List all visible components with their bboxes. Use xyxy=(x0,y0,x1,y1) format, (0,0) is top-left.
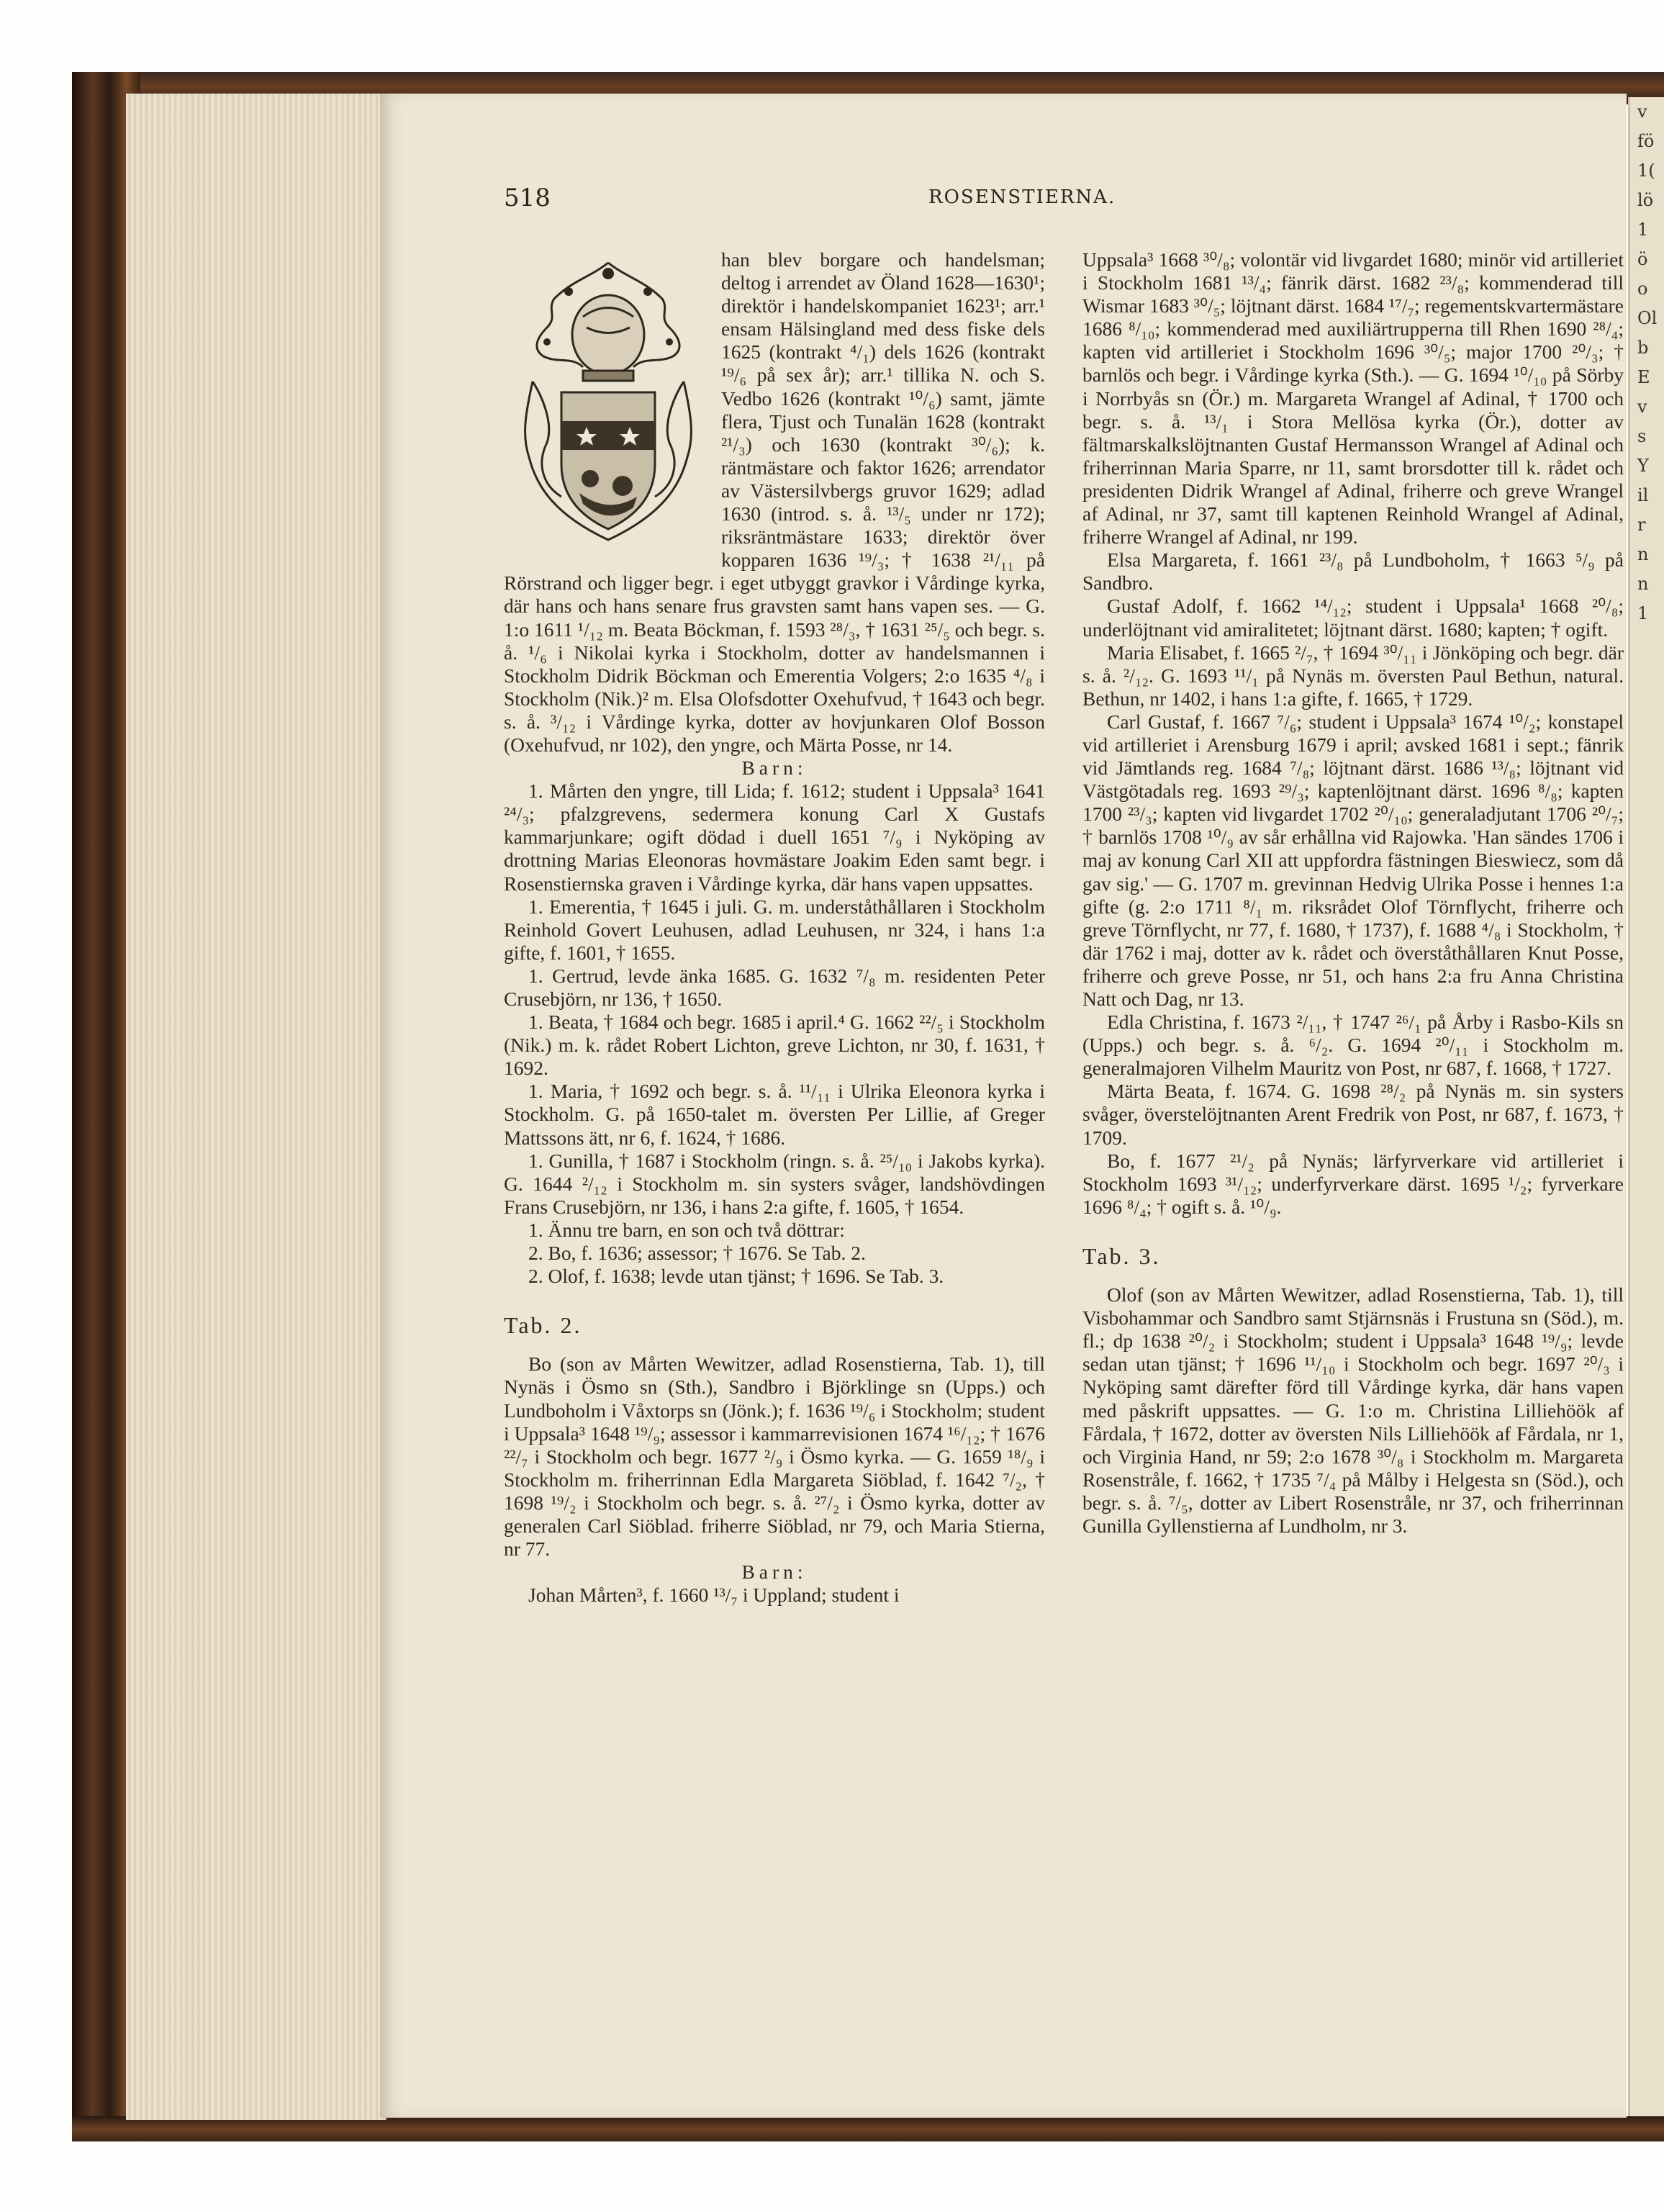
facing-page-fragment: b xyxy=(1637,338,1649,358)
facing-page-fragment: 1 xyxy=(1637,220,1649,240)
child-entry: 1. Beata, † 1684 och begr. 1685 i april.⁴ G. 1662 ²²/₅ i Stockholm (Nik.) m. k. rådet Robert Lichton, greve Lichton, nr 30, f. 1631, † 1692. xyxy=(504,1011,1045,1080)
coat-of-arms-illustration xyxy=(504,248,713,551)
tab2-last-line: Johan Mårten³, f. 1660 ¹³/₇ i Uppland; student i xyxy=(528,1584,900,1607)
facing-page-fragment: r xyxy=(1637,515,1646,535)
facing-page-fragment: lö xyxy=(1637,190,1654,210)
child-entry: 2. Olof, f. 1638; levde utan tjänst; † 1696. Se Tab. 3. xyxy=(528,1265,944,1288)
facing-page-fragment: n xyxy=(1637,544,1649,564)
child-entry: 2. Bo, f. 1636; assessor; † 1676. Se Tab. 2. xyxy=(528,1242,866,1265)
child-entry: 1. Gunilla, † 1687 i Stockholm (ringn. s. å. ²⁵/₁₀ i Jakobs kyrka). G. 1644 ²/₁₂ i Stockholm m. sin systers svåger, landshövdingen Frans Crusebjörn, nr 136, i hans 2:a gifte, f. 1605, † 1654. xyxy=(504,1149,1045,1218)
intro-paragraph: han blev borgare och handelsman; deltog i arrendet av Öland 1628—1630¹; direktör i handelskompaniet 1623¹; arr.¹ ensam Hälsingland med dess fiske dels 1625 (kontrakt ⁴/₁) dels 1626 (kontrakt ¹⁹/₆ på sex år); arr.¹ tillika N. och S. Vedbo 1626 (kontrakt ¹⁰/₆) samt, jämte flera, Tjust och Tunalän 1628 (kontrakt ²¹/₃) och 1630 (kontrakt ³⁰/₆); k. räntmästare och faktor 1626; arrendator av Västersilvbergs gruvor 1629; adlad 1630 (introd. s. å. ¹³/₅ under nr 172); riksräntmästare 1633; direktör över kopparen 1636 ¹⁹/₃; † 1638 ²¹/₁₁ på Rörstrand och ligger begr. i eget utbyggt gravkor i Vårdinge kyrka, där hans och hans senare frus gravsten samt hans vapen ses. — G. 1:o 1611 ¹/₁₂ m. Beata Böckman, f. 1593 ²⁸/₃, † 1631 ²⁵/₅ och begr. s. å. ¹/₆ i Nikolai kyrka i Stockholm, dotter av handelsmannen i Stockholm Didrik Böckman och Emerentia Volgers; 2:o 1635 ⁴/₈ i Stockholm (Nik.)² m. Elsa Olofsdotter Oxehufvud, † 1643 och begr. s. å. ³/₁₂ i Vårdinge kyrka, dotter av hovjunkaren Olof Bosson (Oxehufvud, nr 102), den yngre, och Märta Posse, nr 14. xyxy=(504,248,1045,756)
entry-paragraph: Gustaf Adolf, f. 1662 ¹⁴/₁₂; student i Uppsala¹ 1668 ²⁰/₈; underlöjtnant vid amiralitetet; löjtnant därst. 1680; kapten; † ogift. xyxy=(1082,595,1624,641)
entry-paragraph: Edla Christina, f. 1673 ²/₁₁, † 1747 ²⁶/₁ på Årby i Rasbo-Kils sn (Upps.) och begr. s. å. ⁶/₂. G. 1694 ²⁰/₁₁ i Stockholm m. generalmajoren Vilhelm Mauritz von Post, nr 687, f. 1668, † 1727. xyxy=(1082,1011,1624,1080)
right-column xyxy=(1082,248,1624,1538)
tab3-paragraph: Olof (son av Mårten Wewitzer, adlad Rosenstierna, Tab. 1), till Visbohammar och Sandbro samt Stjärnsnäs i Frustuna sn (Söd.), m. fl.; dp 1638 ²⁰/₂ i Stockholm; student i Uppsala³ 1648 ¹⁹/₉; levde sedan utan tjänst; † 1696 ¹¹/₁₀ i Stockholm och begr. 1697 ²⁰/₃ i Nyköping samt därefter förd till Vårdinge kyrka, där hans vapen med påskrift uppsattes. — G. 1:o m. Christina Lilliehöök af Fårdala, † 1672, dotter av översten Nils Lilliehöök af Fårdala, nr 1, och Virginia Hand, nr 59; 2:o 1678 ³⁰/₈ i Stockholm m. Margareta Rosenstråle, f. 1662, † 1735 ⁷/₄ på Målby i Helgesta sn (Söd.), och begr. s. å. ⁷/₅, dotter av Libert Rosenstråle, nr 37, och friherrinnan Gunilla Gyllenstierna af Lundholm, nr 3. xyxy=(1082,1283,1624,1537)
page-block-edges xyxy=(126,94,386,2120)
children-label: Barn: xyxy=(741,757,808,780)
facing-page-fragment: n xyxy=(1637,574,1649,594)
child-entry: 1. Emerentia, † 1645 i juli. G. m. underståthållaren i Stockholm Reinhold Govert Leuhusen, adlad Leuhusen, nr 324, i hans 1:a gifte, f. 1601, † 1655. xyxy=(504,895,1045,964)
facing-page-fragment: 1 xyxy=(1637,603,1649,623)
tab3-heading: Tab. 3. xyxy=(1082,1242,1161,1269)
child-entry: 1. Ännu tre barn, en son och två döttrar: xyxy=(528,1218,845,1241)
child-entry: 1. Maria, † 1692 och begr. s. å. ¹¹/₁₁ i Ulrika Eleonora kyrka i Stockholm. G. på 1650-talet m. översten Per Lillie, af Greger Mattssons ätt, nr 6, f. 1624, † 1686. xyxy=(504,1080,1045,1149)
tab2-paragraph: Bo (son av Mårten Wewitzer, adlad Rosenstierna, Tab. 1), till Nynäs i Ösmo sn (Sth.), Sandbro i Björklinge sn (Upps.) och Lundboholm i Våxtorps sn (Jönk.); f. 1636 ¹⁹/₆ i Stockholm; student i Uppsala³ 1648 ¹⁹/₉; assessor i kammarrevisionen 1674 ¹⁶/₁₂; † 1676 ²²/₇ i Stockholm och begr. 1677 ²/₉ i Ösmo kyrka. — G. 1659 ¹⁸/₉ i Stockholm m. friherrinnan Edla Margareta Siöblad, f. 1642 ⁷/₂, † 1698 ¹⁹/₂ i Stockholm och begr. s. å. ²⁷/₂ i Ösmo kyrka, dotter av generalen Carl Siöblad. friherre Siöblad, nr 79, och Maria Stierna, nr 77. xyxy=(504,1353,1045,1561)
facing-page-fragment: o xyxy=(1637,279,1648,299)
facing-page-fragment: s xyxy=(1637,426,1647,446)
tab2-children-label: Barn: xyxy=(741,1561,808,1584)
facing-page-fragment: v xyxy=(1637,397,1647,417)
facing-page-fragment: Y xyxy=(1637,456,1649,476)
facing-page-fragment: Ol xyxy=(1637,308,1658,328)
entry-paragraph: Bo, f. 1677 ²¹/₂ på Nynäs; lärfyrverkare vid artilleriet i Stockholm 1693 ³¹/₁₂; underfyrverkare därst. 1695 ¹/₂; fyrverkare 1696 ⁸/₄; † ogift s. å. ¹⁰/₉. xyxy=(1082,1149,1624,1218)
facing-page-fragment: E xyxy=(1637,367,1650,387)
child-entry: 1. Gertrud, levde änka 1685. G. 1632 ⁷/₈ m. residenten Peter Crusebjörn, nr 136, † 1650. xyxy=(504,964,1045,1010)
entry-paragraph: Carl Gustaf, f. 1667 ⁷/₆; student i Uppsala³ 1674 ¹⁰/₂; konstapel vid artilleriet i Arensburg 1679 i april; avsked 1681 i sept.; fänrik vid Jämtlands reg. 1684 ⁷/₈; löjtnant därst. 1686 ¹³/₈; löjtnant vid Västgötadals reg. 1693 ²⁹/₃; kaptenlöjtnant därst. 1696 ⁸/₈; kapten 1700 ²³/₃; kapten vid livgardet 1702 ²⁰/₁₀; generaladjutant 1706 ²⁰/₇; † barnlös 1708 ¹⁰/₉ av sår erhållna vid Rajowka. 'Han sändes 1706 i maj av konung Carl XII att uppfordra fästningen Bieswiecz, som då gav sig.' — G. 1707 m. grevinnan Hedvig Ulrika Posse i hennes 1:a gifte (g. 2:o 1711 ⁸/₁ m. riksrådet Olof Törnflycht, friherre och greve Törnflycht, nr 77, f. 1680, † 1737), f. 1688 ⁴/₈ i Stockholm, † där 1762 i maj, dotter av k. rådet och överståthållaren Knut Posse, friherre och greve Posse, nr 51, och hans 2:a fru Anna Christina Natt och Dag, nr 13. xyxy=(1082,710,1624,1010)
page-header xyxy=(504,184,1641,212)
book-cover-bottom xyxy=(72,2116,1664,2141)
running-head: ROSENSTIERNA. xyxy=(928,186,1116,208)
tab2-heading: Tab. 2. xyxy=(504,1312,582,1339)
left-column xyxy=(504,248,1045,1607)
facing-page-fragment: ö xyxy=(1637,249,1648,269)
entry-paragraph: Maria Elisabet, f. 1665 ²/₇, † 1694 ³⁰/₁₁ i Jönköping och begr. där s. å. ²/₁₂. G. 1693 ¹¹/₁ på Nynäs m. översten Paul Bethun, natural. Bethun, nr 1402, i hans 1:a gifte, f. 1665, † 1729. xyxy=(1082,641,1624,710)
facing-page-fragment: v xyxy=(1637,101,1647,122)
heraldic-shield-icon xyxy=(504,248,713,551)
entry-paragraph: Uppsala³ 1668 ³⁰/₈; volontär vid livgardet 1680; minör vid artilleriet i Stockholm 1681 ¹³/₄; fänrik därst. 1682 ²³/₈; kommenderad till Wismar 1683 ³⁰/₅; löjtnant därst. 1684 ¹⁷/₇; regementskvartermästare 1686 ⁸/₁₀; kommenderad med auxiliärtrupperna till Rhen 1690 ²⁸/₄; kapten vid artilleriet i Stockholm 1696 ³⁰/₅; major 1700 ²⁰/₃; † barnlös och begr. i Vårdinge kyrka (Sth.). — G. 1694 ¹⁰/₁₀ på Sörby i Norrbyås sn (Ör.) m. Margareta Wrangel af Adinal, † 1700 och begr. s. å. ¹³/₁ i Stora Mellösa kyrka (Ör.), dotter av fältmarskalkslöjtnanten Gustaf Hermansson Wrangel af Adinal och friherrinnan Maria Sparre, nr 11, samt brorsdotter till k. rådet och presidenten Didrik Wrangel af Adinal, friherre och greve Wrangel af Adinal, nr 37, samt till kaptenen Reinhold Wrangel af Adinal, friherre Wrangel af Adinal, nr 199. xyxy=(1082,248,1624,549)
child-entry: 1. Mårten den yngre, till Lida; f. 1612; student i Uppsala³ 1641 ²⁴/₃; pfalzgrevens, sedermera konung Carl X Gustafs kammarjunkare; ogift dödad i duell 1651 ⁷/₉ i Nyköping av drottning Marias Eleonoras hovmästare Joakim Eden samt begr. i Rosenstiernska graven i Vårdinge kyrka, där hans vapen uppsattes. xyxy=(504,780,1045,895)
facing-page-fragment: il xyxy=(1637,485,1649,505)
facing-page-edge xyxy=(1628,97,1664,2116)
facing-page-fragment: 1( xyxy=(1637,161,1655,181)
entry-paragraph: Elsa Margareta, f. 1661 ²³/₈ på Lundboholm, † 1663 ⁵/₉ på Sandbro. xyxy=(1082,549,1624,595)
entry-paragraph: Märta Beata, f. 1674. G. 1698 ²⁸/₂ på Nynäs m. sin systers svåger, överstelöjtnanten Arent Fredrik von Post, nr 687, f. 1673, † 1709. xyxy=(1082,1080,1624,1149)
facing-page-fragment: fö xyxy=(1637,131,1655,151)
page-number: 518 xyxy=(504,184,551,212)
